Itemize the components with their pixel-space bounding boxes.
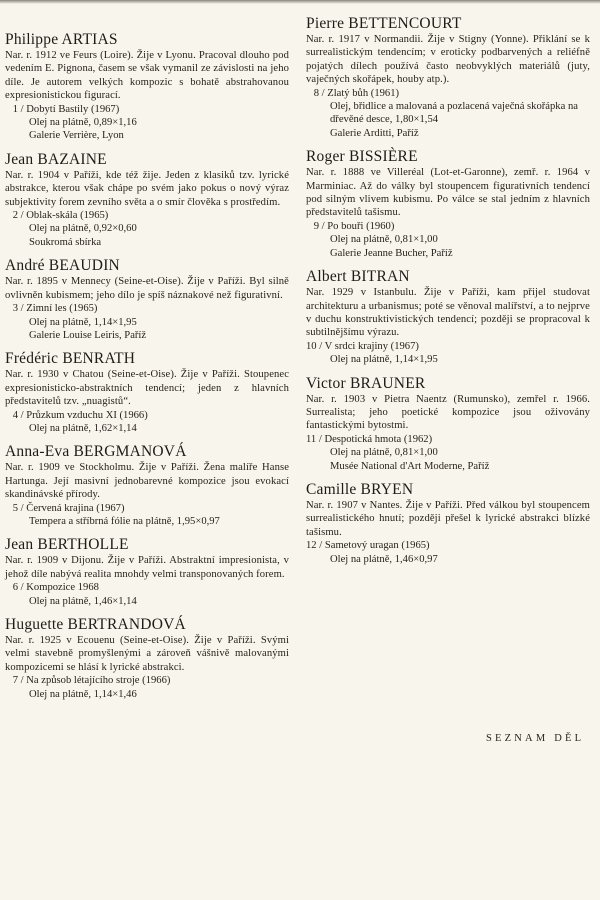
- right-column: [306, 14, 590, 573]
- artist-bio: Nar. r. 1909 ve Stockholmu. Žije v Paříži. Žena malíře Hanse Hartunga. Její masivní jednobarevné kompozice jsou evokací skandinávské přírody.: [5, 462, 289, 501]
- artist-entry-benrath: [5, 349, 289, 435]
- work-number: 8: [313, 87, 319, 99]
- artist-entry-bazaine: [5, 150, 289, 249]
- work-number: 10: [306, 340, 317, 352]
- work-medium: Olej na plátně, 1,14×1,95: [330, 354, 438, 366]
- artist-bio: Nar. r. 1930 v Chatou (Seine-et-Oise). Žije v Paříži. Stoupenec expresionisticko-abstraktních tendencí; jeden z hlavních představitelů tzv. „nuagistů“.: [5, 369, 289, 408]
- work-title: Despotická hmota (1962): [324, 433, 433, 445]
- work-title: Na způsob létajícího stroje (1966): [26, 675, 171, 687]
- work-title: Průzkum vzduchu XI (1966): [26, 409, 148, 421]
- artist-name: Pierre BETTENCOURT: [306, 15, 462, 32]
- work-title: Červená krajina (1967): [26, 502, 125, 514]
- artist-name: André BEAUDIN: [5, 257, 120, 275]
- work-item: 8 / Zlatý bůh (1961) Olej, břidlice a malovaná a pozlacená vaječná skořápka na dřevěné desce, 1,80×1,54 Galerie Arditti, Paříž: [306, 87, 590, 141]
- work-title: Sametový uragan (1965): [324, 540, 430, 552]
- artist-entry-bettencourt: [306, 14, 590, 140]
- work-medium: Olej na plátně, 1,46×0,97: [330, 553, 438, 565]
- work-medium: Olej na plátně, 0,92×0,60: [29, 223, 137, 235]
- work-number: 1: [12, 103, 18, 115]
- work-number: 3: [12, 303, 18, 315]
- work-title: Po bouři (1960): [327, 220, 395, 232]
- work-collection: Galerie Arditti, Paříž: [330, 127, 419, 139]
- artist-bio: Nar. 1929 v Istanbulu. Žije v Paříži, kam přijel studovat architekturu a urbanismus; poté se věnoval malířství, a to nejprve v duchu konstruktivistických tendencí; později se propracoval k subtilnějšímu výrazu.: [306, 287, 590, 339]
- work-title: Zimní les (1965): [26, 303, 98, 315]
- work-title: Kompozice 1968: [26, 582, 99, 594]
- artist-bio: Nar. r. 1904 v Paříži, kde též žije. Jeden z klasiků tzv. lyrické abstrakce, kterou však chápe po svém jako pokus o nový výraz subjektivity forem zevního světa a o smír člověka s prostředím.: [5, 169, 289, 208]
- artist-entry-bertholle: [5, 535, 289, 608]
- artist-name: Jean BAZAINE: [5, 150, 107, 168]
- work-title: Zlatý bůh (1961): [327, 87, 400, 99]
- work-medium: Olej na plátně, 0,81×1,00: [330, 234, 438, 246]
- work-item: 4 / Průzkum vzduchu XI (1966) Olej na plátně, 1,62×1,14: [5, 409, 289, 436]
- left-column: [5, 30, 289, 708]
- artist-name: Anna-Eva BERGMANOVÁ: [5, 443, 187, 461]
- work-number: 2: [12, 210, 18, 222]
- work-medium: Olej, břidlice a malovaná a pozlacená vaječná skořápka na dřevěné desce, 1,80×1,54: [330, 101, 578, 126]
- artist-name: Victor BRAUNER: [306, 374, 426, 392]
- work-medium: Olej na plátně, 1,14×1,46: [29, 688, 137, 700]
- work-item: 2 / Oblak-skála (1965) Olej na plátně, 0,92×0,60 Soukromá sbírka: [5, 209, 289, 249]
- artist-entry-artias: [5, 30, 289, 143]
- work-title: V srdci krajiny (1967): [324, 340, 419, 352]
- work-number: 11: [306, 433, 317, 445]
- work-medium: Tempera a stříbrná fólie na plátně, 1,95×0,97: [29, 515, 220, 527]
- work-item: 7 / Na způsob létajícího stroje (1966) Olej na plátně, 1,14×1,46: [5, 674, 289, 701]
- work-medium: Olej na plátně, 0,81×1,00: [330, 447, 438, 459]
- work-collection: Soukromá sbírka: [29, 236, 102, 248]
- work-item: 1 / Dobytí Bastily (1967) Olej na plátně, 0,89×1,16 Galerie Verrière, Lyon: [5, 103, 289, 143]
- work-medium: Olej na plátně, 1,46×1,14: [29, 595, 137, 607]
- work-collection: Galerie Verrière, Lyon: [29, 130, 124, 142]
- artist-bio: Nar. r. 1909 v Dijonu. Žije v Paříži. Abstraktní impresionista, v jehož díle nabývá realita mnohdy velmi transponovaných forem.: [5, 555, 289, 580]
- artist-name: Philippe ARTIAS: [5, 31, 118, 48]
- work-number: 4: [12, 409, 18, 421]
- work-collection: Galerie Jeanne Bucher, Paříž: [330, 247, 453, 259]
- artist-entry-bryen: [306, 480, 590, 566]
- work-number: 5: [12, 502, 18, 514]
- artist-bio: Nar. r. 1903 v Pietra Naentz (Rumunsko), zemřel r. 1966. Surrealista; jeho poetické kompozice jsou oživovány fantastickými bytostmi.: [306, 393, 590, 432]
- work-item: 9 / Po bouři (1960) Olej na plátně, 0,81×1,00 Galerie Jeanne Bucher, Paříž: [306, 220, 590, 260]
- work-collection: Galerie Louise Leiris, Paříž: [29, 329, 147, 341]
- artist-entry-beaudin: [5, 256, 289, 342]
- work-title: Oblak-skála (1965): [26, 210, 109, 222]
- work-medium: Olej na plátně, 0,89×1,16: [29, 117, 137, 129]
- artist-bio: Nar. r. 1925 v Ecouenu (Seine-et-Oise). Žije v Paříži. Svými velmi stavebně promyšlenými a zároveň vášnivě malovanými kompozicemi se hlásí k lyrické abstrakci.: [5, 635, 289, 673]
- artist-bio: Nar. r. 1917 v Normandii. Žije v Stigny (Yonne). Přiklání se k surrealistickým tendencím; v eroticky podbarvených a reliéfně pojatých dílech používá často neobvyklých materiálů (juty, vaječných skořápek, houby atp.).: [306, 34, 590, 86]
- artist-name: Jean BERTHOLLE: [5, 536, 129, 554]
- artist-entry-bergmanova: [5, 442, 289, 528]
- work-number: 12: [306, 540, 317, 552]
- work-item: 12 / Sametový uragan (1965) Olej na plátně, 1,46×0,97: [306, 539, 590, 566]
- work-item: 3 / Zimní les (1965) Olej na plátně, 1,14×1,95 Galerie Louise Leiris, Paříž: [5, 302, 289, 342]
- page-top-edge-shadow: [0, 0, 600, 4]
- work-item: 6 / Kompozice 1968 Olej na plátně, 1,46×1,14: [5, 581, 289, 608]
- work-medium: Olej na plátně, 1,14×1,95: [29, 316, 137, 328]
- artist-name: Camille BRYEN: [306, 480, 414, 498]
- work-collection: Musée National d'Art Moderne, Paříž: [330, 460, 490, 472]
- artist-bio: Nar. r. 1907 v Nantes. Žije v Paříži. Před válkou byl stoupencem surrealistického hnutí; později přešel k lyrické abstrakci blízké tašismu.: [306, 499, 590, 538]
- artist-bio: Nar. r. 1888 ve Villeréal (Lot-et-Garonne), zemř. r. 1964 v Marminiac. Až do války byl stoupencem figurativních tendencí pod silným vlivem kubismu. Po válce se stal jedním z hlavních představitelů tašismu.: [306, 167, 590, 219]
- work-number: 6: [12, 582, 18, 594]
- work-medium: Olej na plátně, 1,62×1,14: [29, 422, 137, 434]
- work-item: 10 / V srdci krajiny (1967) Olej na plátně, 1,14×1,95: [306, 340, 590, 367]
- artist-name: Huguette BERTRANDOVÁ: [5, 616, 186, 633]
- work-number: 9: [313, 220, 319, 232]
- work-item: 11 / Despotická hmota (1962) Olej na plátně, 0,81×1,00 Musée National d'Art Moderne, Paříž: [306, 433, 590, 473]
- work-title: Dobytí Bastily (1967): [26, 103, 120, 115]
- work-number: 7: [12, 675, 18, 687]
- artist-bio: Nar. r. 1895 v Mennecy (Seine-et-Oise). Žije v Paříži. Byl silně ovlivněn kubismem; jeho dílo je spíš náznakové než figurativní.: [5, 276, 289, 301]
- artist-name: Albert BITRAN: [306, 268, 410, 286]
- artist-name: Frédéric BENRATH: [5, 350, 136, 368]
- artist-name: Roger BISSIÈRE: [306, 148, 418, 166]
- section-label: SEZNAM DĚL: [486, 733, 585, 744]
- artist-entry-bissiere: [306, 147, 590, 260]
- artist-bio: Nar. r. 1912 ve Feurs (Loire). Žije v Lyonu. Pracoval dlouho pod vedením E. Pignona, časem se však vymanil ze závislosti na jeho díle. Je autorem velkých kompozic s bohatě abstrahovanou expresionistickou figurací.: [5, 50, 289, 102]
- artist-entry-bertrandova: [5, 615, 289, 701]
- artist-entry-brauner: [306, 374, 590, 473]
- work-item: 5 / Červená krajina (1967) Tempera a stříbrná fólie na plátně, 1,95×0,97: [5, 502, 289, 529]
- artist-entry-bitran: [306, 267, 590, 366]
